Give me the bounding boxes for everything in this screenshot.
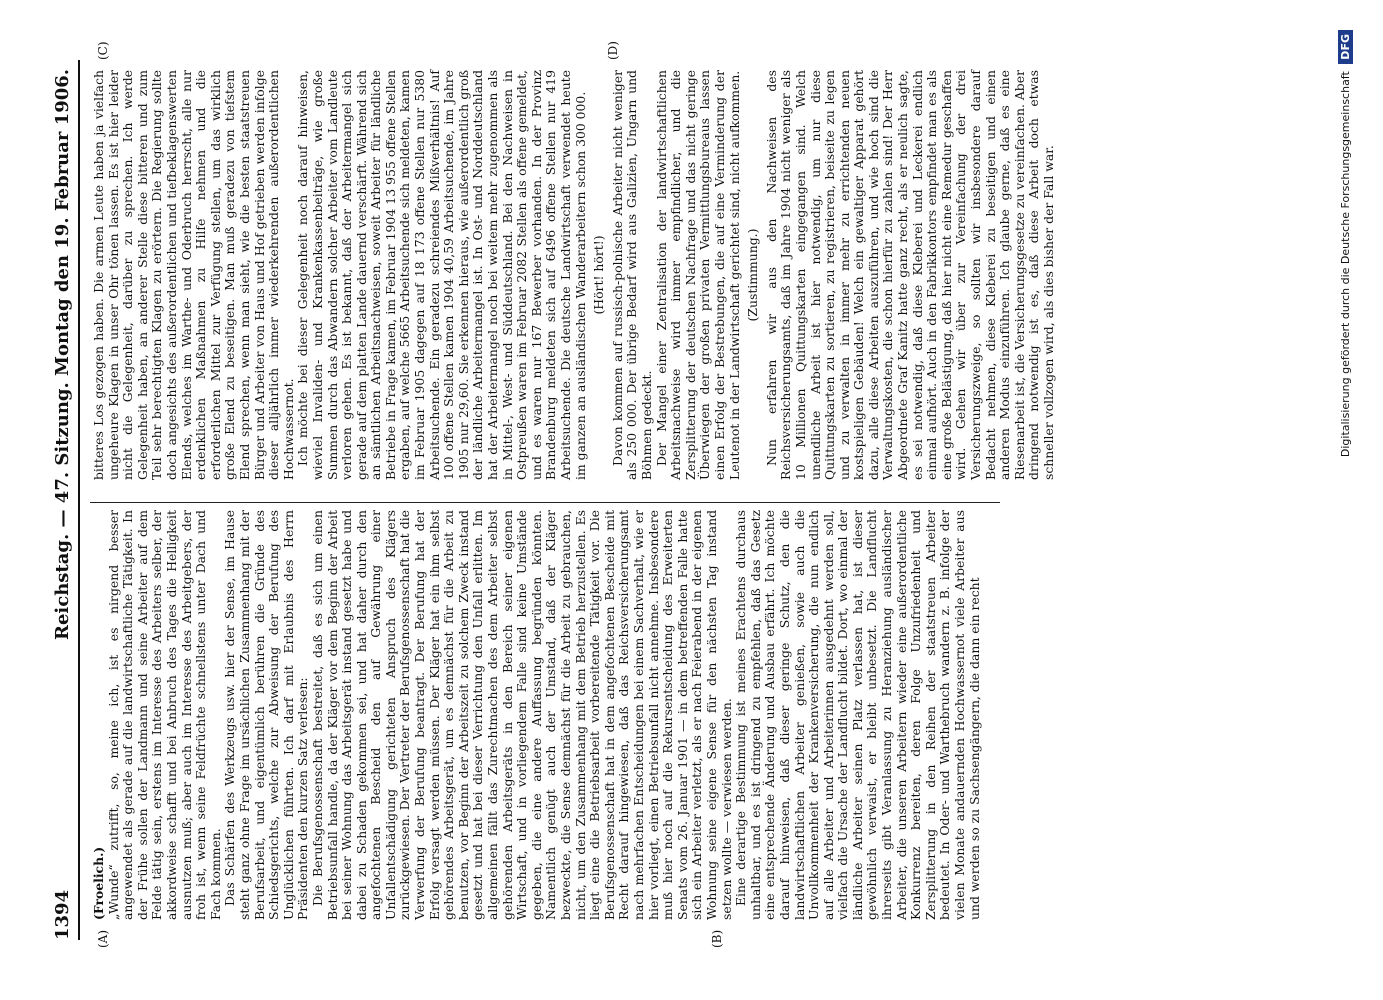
margin-mark-b: (B) (710, 929, 724, 948)
speaker-label: (Froelich.) (91, 846, 106, 920)
credit-text: Digitalisierung gefördert durch die Deutsche Forschungsgemeinschaft (1339, 71, 1352, 458)
running-header (48, 60, 80, 940)
paragraph: bitteres Los gezogen haben. Die armen Leute haben ja vielfach ungeheure Klagen in unser Ohr tönen lassen. Es ist hier leider nicht die Gelegenheit, darüber zu sprechen. Ich werde Gelegenheit haben, an anderer Stelle diese bitteren und zum Teil sehr berechtigten Klagen zu erörtern. Die Regierung sollte doch angesichts des außerordentlichen und tiefbeklagenswerten Elends, welches im Warthe- und Oderbruch herrscht, alle nur erdenklichen Maßnahmen zu Hilfe nehmen und die erforderlichen Mittel zur Verfügung stellen, um das wirklich große Elend zu beseitigen. Man muß geradezu von tiefstem Elend sprechen, wenn man sieht, wie die besten staatstreuen Bürger und Arbeiter von Haus und Hof getrieben werden infolge dieser alljährlich immer wiederkehrenden außerordentlichen Hochwassernot. (91, 70, 296, 480)
paragraph: „Wunde“ zutrifft, so, meine ich, ist es nirgend besser angewendet als gerade auf die landwirtschaftliche Tätigkeit. In der Frühe sollen der Landmann und seine Arbeiter auf dem Felde tätig sein, erstens im Interesse des Arbeiters selber, der akkordweise schafft und bei Anbruch des Tages die Helligkeit ausnutzen muß; aber auch im Interesse des Arbeitgebers, der froh ist, wenn seine Feldfrüchte schnellstens unter Dach und Fach kommen. (105, 510, 223, 920)
margin-mark-d: (D) (606, 41, 620, 60)
quoted-ruling: Die Berufsgenossenschaft bestreitet, daß es sich um einen Betriebsunfall handle, da der Kläger vor dem Beginn der Arbeit bei seiner Wohnung das Arbeitsgerät instand gesetzt habe und dabei zu Schaden gekommen sei, und hat daher durch den angefochtenen Bescheid den auf Gewährung einer Unfallentschädigung gerichteten Anspruch des Klägers zurückgewiesen. Der Vertreter der Berufsgenossenschaft hat die Verwerfung der Berufung beantragt. Der Berufung hat der Erfolg versagt werden müssen. Der Kläger hat ein ihm selbst gehörendes Arbeitsgerät, um es demnächst für die Arbeit zu benutzen, vor Beginn der Arbeitszeit zu solchem Zweck instand gesetzt und hat bei dieser Verrichtung den Unfall erlitten. Im allgemeinen fällt das Zurechtmachen des dem Arbeiter selbst gehörenden Arbeitsgeräts in den Bereich seiner eigenen Wirtschaft, und in vorliegendem Falle sind keine Umstände gegeben, die eine andere Auffassung begründen könnten. Namentlich genügt auch der Umstand, daß der Kläger bezweckte, die Sense demnächst für die Arbeit zu gebrauchen, nicht, um den Zusammenhang mit dem Betrieb herzustellen. Es liegt eine die Betriebsarbeit vorbereitende Tätigkeit vor. Die Berufsgenossenschaft hat in dem angefochtenen Bescheide mit Recht darauf hingewiesen, daß das Reichsversicherungsamt nach mehrfachen Entscheidungen bei einem Sachverhalt, wie er hier vorliegt, einen Betriebsunfall nicht annehme. Insbesondere muß hier noch auf die Rekursentscheidung des Erweiterten Senats vom 26. Januar 1901 — in dem betreffenden Falle hatte sich ein Arbeiter verletzt, als er nach Feierabend in der eigenen Wohnung seine eigene Sense für den nächsten Tag instand setzen wollte — verwiesen werden. (309, 510, 734, 920)
margin-mark-c: (C) (96, 41, 110, 60)
page-number: 1394 (52, 889, 73, 940)
digitization-credit (1338, 30, 1353, 970)
column-divider (90, 502, 1000, 503)
page-title: Reichstag. — 47. Sitzung. Montag den 19. Februar 1906. (52, 68, 73, 640)
paragraph: Davon kommen auf russisch-polnische Arbeiter nicht weniger als 250 000. Der übrige Bedarf wird aus Galizien, Ungarn und Böhmen gedeckt. (609, 70, 654, 480)
interjection: (Zustimmung.) (745, 228, 761, 322)
interjection: (Hört! hört!) (591, 235, 607, 315)
paragraph: Nun erfahren wir aus den Nachweisen des Reichsversicherungsamts, daß im Jahre 1904 nicht weniger als 10 Millionen Quittungskarten eingegangen sind. Welch unendliche Arbeit ist hier notwendig, um nur diese Quittungskarten zu sortieren, zu registrieren, beiseite zu legen und zu verwalten in immer mehr zu errichtenden neuen kostspieligen Gebäuden! Welch ein gewaltiger Apparat gehört dazu, alle diese Arbeiten auszuführen, und wie hoch sind die Verwaltungskosten, die schon hierfür zu zahlen sind! Der Herr Abgeordnete Graf Kanitz hatte ganz recht, als er neulich sagte, es sei notwendig, daß diese Kleberei und Leckerei endlich einmal aufhört. Auch in den Fabrikkontors empfindet man es als eine große Belästigung, daß hier nicht eine Remedur geschaffen wird. Gehen wir über zur Vereinfachung der drei Versicherungszweige, so sollten wir insbesondere darauf Bedacht nehmen, diese Kleberei zu beseitigen und einen anderen Modus einzuführen. Ich glaube gerne, daß es eine Riesenarbeit ist, die Versicherungsgesetze zu vereinfachen. Aber dringend notwendig ist es, daß diese Arbeit doch etwas schneller vollzogen wird, als dies bisher der Fall war. (763, 70, 1056, 480)
paragraph: Der Mangel einer Zentralisation der landwirtschaftlichen Arbeitsnachweise wird immer empfindlicher, und die Zersplitterung der deutschen Nachfrage und das nicht geringe Überwiegen der großen privaten Vermittlungsbureaus lassen einen Erfolg der Bestrebungen, die auf eine Verminderung der Leutenot in der Landwirtschaft gerichtet sind, nicht aufkommen. (653, 70, 742, 480)
paragraph: Eine derartige Bestimmung ist meines Erachtens durchaus unhaltbar, und es ist dringend zu empfehlen, daß das Gesetz eine entsprechende Änderung und Ausbau erfährt. Ich möchte darauf hinweisen, daß dieser geringe Schutz, den die landwirtschaftlichen Arbeiter genießen, sowie auch die Unvollkommenheit der Krankenversicherung, die nun endlich auf alle Arbeiter und Arbeiterinnen ausgedehnt werden soll, vielfach die Ursache der Landflucht bildet. Dort, wo einmal der ländliche Arbeiter seinen Platz verlassen hat, ist dieser gewöhnlich verwaist, er bleibt unbesetzt. Die Landflucht ihrerseits gibt Veranlassung zu Heranziehung ausländischer Arbeiter, die unseren Arbeitern wieder eine außerordentliche Konkurrenz bereiten, deren Folge Unzufriedenheit und Zersplitterung in den Reihen der staatstreuen Arbeiter bedeutet. In Oder- und Warthebruch wandern z. B. infolge der vielen Monate andauernden Hochwassernot viele Arbeiter aus und werden so zu Sachsengängern, die dann ein recht (733, 510, 982, 920)
right-column (92, 70, 1057, 480)
paragraph: Das Schärfen des Werkzeugs usw. hier der Sense, im Hause steht ganz ohne Frage im ursächlichen Zusammenhang mit der Berufsarbeit, und eigentümlich berühren die Gründe des Schiedsgerichts, welche zur Abweisung der Berufung des Unglücklichen führten. Ich darf mit Erlaubnis des Herrn Präsidenten den kurzen Satz verlesen: (222, 510, 311, 920)
left-column (92, 510, 982, 920)
paragraph: Ich möchte bei dieser Gelegenheit noch darauf hinweisen, wieviel Invaliden- und Krankenkassenbeiträge, wie große Summen durch das Abwandern solcher Arbeiter vom Landleute verloren gehen. Es ist bekannt, daß der Arbeitermangel sich gerade auf dem platten Lande dauernd verschärft. Während sich an sämtlichen Arbeitsnachweisen, soweit Arbeiter für ländliche Betriebe in Frage kamen, im Februar 1904 13 955 offene Stellen ergaben, auf welche 5665 Arbeitsuchende sich meldeten, kamen im Februar 1905 dagegen auf 18 173 offene Stellen nur 5380 Arbeitsuchende. Ein geradezu schreiendes Mißverhältnis! Auf 100 offene Stellen kamen 1904 40,59 Arbeitsuchende, im Jahre 1905 nur 29,60. Sie erkennen hieraus, wie außerordentlich groß der ländliche Arbeitermangel ist. In Ost- und Norddeutschland hat der Arbeitermangel noch bei weitem mehr zugenommen als in Mittel-, West- und Süddeutschland. Bei den Nachweisen in Ostpreußen waren im Februar 2082 Stellen als offene gemeldet, und es waren nur 167 Bewerber vorhanden. In der Provinz Brandenburg meldeten sich auf 6496 offene Stellen nur 419 Arbeitsuchende. Die deutsche Landwirtschaft verwendet heute im ganzen an ausländischen Wanderarbeitern schon 300 000. (295, 70, 588, 480)
dfg-logo: DFG (1338, 30, 1353, 64)
margin-mark-a: (A) (96, 929, 110, 948)
